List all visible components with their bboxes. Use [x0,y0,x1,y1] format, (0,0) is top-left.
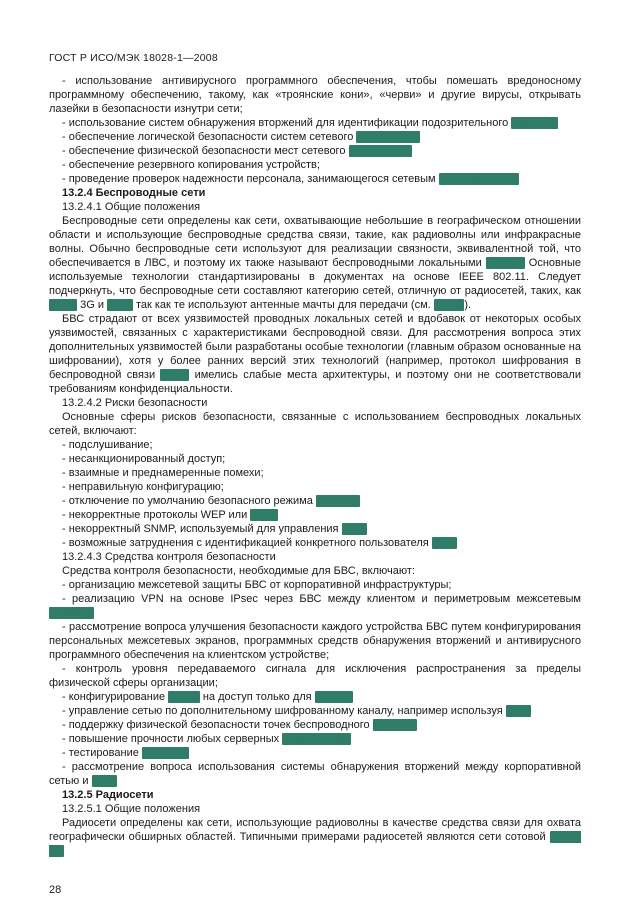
ocr-highlight-mark: связи, ис- [49,831,581,857]
ocr-highlight-mark: экраном; [49,607,95,619]
ocr-highlight-mark: системы; [141,747,189,759]
paragraph: - использование антивирусного программного обеспечения, чтобы помешать вредоносному программному обеспечению, такому, как «троянские кони», «черви» и другие вирусы, открывать лазейки в безопасности изнутри сети; [49,75,581,115]
ocr-highlight-mark: WEP) [160,369,190,381]
ocr-highlight-mark: компонентов; [282,733,352,745]
paragraph: БВС страдают от всех уязвимостей проводных локальных сетей и вдобавок от некоторых особых уязвимостей, связанных с характеристиками беспроводной связи. Для рассмотрения вопроса этих дополнительных уязвимостей были разработаны особые технологии (главным образом основанные на шифровании), хотя у более ранних версий этих технологий (например, протокол шифрования в беспроводной связи WEP) имелись слабые места архитектуры, и поэтому они не соответствовали требованиям конфиденциальности. [49,313,581,395]
paragraph: - использование систем обнаружения вторжений для идентификации подозрительного трафика; [62,117,559,129]
section-heading: 13.2.5 Радиосети [62,789,154,801]
ocr-highlight-mark: доступа; [315,495,360,507]
ocr-highlight-mark: GSM, [49,299,78,311]
paragraph: - некорректные протоколы WEP или TKIP; [62,509,278,521]
paragraph: - обеспечение резервного копирования устройств; [62,159,320,171]
paragraph: - подслушивание; [62,439,153,451]
paragraph: - организацию межсетевой защиты БВС от корпоративной инфраструктуры; [62,579,452,591]
paragraph: - управление сетью по дополнительному шифрованному каналу, например используя SSH; [62,705,532,717]
paragraph: - проведение проверок надежности персонала, занимающегося сетевым менеджментом. [62,173,520,185]
ocr-highlight-mark: TKIP; [250,509,278,521]
paragraph: - некорректный SNMP, используемый для управления БВС; [62,523,367,535]
paragraph: Радиосети определены как сети, использующие радиоволны в качестве средства связи для охвата географически обширных областей. Типичными примерами радиосетей являются сети сотовой связи, ис- [49,817,581,857]
paragraph: - несанкционированный доступ; [62,453,226,465]
ocr-highlight-mark: БВС. [431,537,458,549]
ocr-highlight-mark: трафика; [511,117,559,129]
paragraph: Средства контроля безопасности, необходимые для БВС, включают: [62,565,415,577]
ocr-highlight-mark: менеджментом. [438,173,520,185]
paragraph: - обеспечение физической безопасности мест сетевого управления; [62,145,412,157]
page-number: 28 [49,884,62,896]
paragraph: - конфигурирование SNMP на доступ только для чтения; [62,691,353,703]
document-body [49,74,581,858]
paragraph: - рассмотрение вопроса использования системы обнаружения вторжений между корпоративной сетью и БВС. [49,761,581,787]
ocr-highlight-mark: 13.2.5 [433,299,465,311]
paragraph: Основные сферы рисков безопасности, связанные с использованием беспроводных локальных сетей, включают: [49,411,581,437]
paragraph: - поддержку физической безопасности точек беспроводного доступа; [62,719,417,731]
paragraph: - повышение прочности любых серверных компонентов; [62,733,352,745]
ocr-highlight-mark: БВС; [341,523,367,535]
paragraph: - контроль уровня передаваемого сигнала для исключения распространения за пределы физической сферы организации; [49,663,581,689]
ocr-highlight-mark: ОВЧ, [107,299,133,311]
document-header: ГОСТ Р ИСО/МЭК 18028-1—2008 [49,52,218,64]
ocr-highlight-mark: управления; [356,131,420,143]
ocr-highlight-mark: SNMP [168,691,200,703]
paragraph: - отключение по умолчанию безопасного режима доступа; [62,495,360,507]
paragraph: - тестирование системы; [62,747,189,759]
paragraph: - реализацию VPN на основе IPsec через БВС между клиентом и периметровым межсетевым экраном; [49,593,581,619]
ocr-highlight-mark: доступа; [372,719,417,731]
ocr-highlight-mark: БВС. [91,775,117,787]
ocr-highlight-mark: управления; [348,145,412,157]
paragraph: - взаимные и преднамеренные помехи; [62,467,264,479]
paragraph: - обеспечение логической безопасности систем сетевого управления; [62,131,420,143]
paragraph: - возможные затруднения с идентификацией конкретного пользователя БВС. [62,537,458,549]
paragraph: - рассмотрение вопроса улучшения безопасности каждого устройства БВС путем конфигурирования персональных межсетевых экранов, программных средств обнаружения вторжений и антивирусного программного обеспечения на клиентском устройстве; [49,621,581,661]
paragraph: Беспроводные сети определены как сети, охватывающие небольшие в географическом отношении области и использующие беспроводные средства связи, такие, как радиоволны или инфракрасные волны. Обычно беспроводные сети используют для реализации связности, эквивалентной той, что обеспечивается в ЛВС, и поэтому их также называют беспроводными локальными сетями. Основные используемые технологии стандартизированы в документах на основе IEEE 802.11. Следует подчеркнуть, что беспроводные сети составляют категорию сетей, отличную от радиосетей, таких, как GSM, 3G и ОВЧ, так как те используют антенные мачты для передачи (см. 13.2.5). [49,215,581,311]
ocr-highlight-mark: чтения; [314,691,353,703]
paragraph: - неправильную конфигурацию; [62,481,224,493]
section-heading: 13.2.4 Беспроводные сети [62,187,206,199]
subsection-heading: 13.2.4.1 Общие положения [62,201,201,213]
subsection-heading: 13.2.4.2 Риски безопасности [62,397,208,409]
ocr-highlight-mark: SSH; [505,705,532,717]
subsection-heading: 13.2.4.3 Средства контроля безопасности [62,551,276,563]
ocr-highlight-mark: сетями. [485,257,525,269]
subsection-heading: 13.2.5.1 Общие положения [62,803,201,815]
